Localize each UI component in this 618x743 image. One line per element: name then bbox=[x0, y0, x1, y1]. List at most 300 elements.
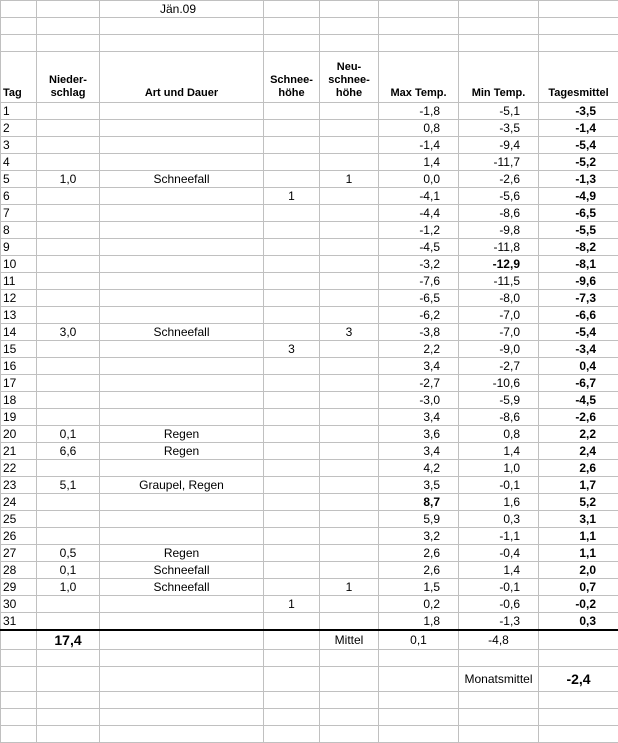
cell-empty bbox=[539, 709, 618, 726]
cell-niederschlag bbox=[37, 341, 100, 358]
cell-max: 3,4 bbox=[379, 443, 459, 460]
cell-empty bbox=[264, 726, 320, 743]
cell-neuschnee bbox=[320, 137, 379, 154]
cell-empty bbox=[379, 726, 459, 743]
cell-tag: 21 bbox=[1, 443, 37, 460]
cell-tag: 3 bbox=[1, 137, 37, 154]
table-row bbox=[1, 120, 618, 137]
mittel-label: Mittel bbox=[320, 630, 379, 650]
table-row bbox=[1, 545, 618, 562]
table-row bbox=[1, 392, 618, 409]
empty-row bbox=[1, 709, 618, 726]
cell-tag: 11 bbox=[1, 273, 37, 290]
cell-tag: 6 bbox=[1, 188, 37, 205]
cell-schneehoehe bbox=[264, 222, 320, 239]
cell-mittel: -0,2 bbox=[539, 596, 618, 613]
cell-min: -9,4 bbox=[459, 137, 539, 154]
cell-neuschnee bbox=[320, 375, 379, 392]
table-row bbox=[1, 613, 618, 631]
cell-max: -6,2 bbox=[379, 307, 459, 324]
table-row bbox=[1, 562, 618, 579]
cell-max: -4,4 bbox=[379, 205, 459, 222]
empty-row bbox=[1, 35, 618, 52]
cell-empty bbox=[539, 630, 618, 650]
cell-empty bbox=[100, 709, 264, 726]
cell-niederschlag bbox=[37, 596, 100, 613]
cell-neuschnee bbox=[320, 613, 379, 631]
cell-art: Schneefall bbox=[100, 562, 264, 579]
cell-max: 3,6 bbox=[379, 426, 459, 443]
cell-empty bbox=[264, 692, 320, 709]
cell-min: -10,6 bbox=[459, 375, 539, 392]
cell-max: 8,7 bbox=[379, 494, 459, 511]
cell-mittel: 0,7 bbox=[539, 579, 618, 596]
cell-art: Regen bbox=[100, 545, 264, 562]
cell-mittel: -9,6 bbox=[539, 273, 618, 290]
cell-empty bbox=[1, 692, 37, 709]
cell-neuschnee bbox=[320, 528, 379, 545]
cell-empty bbox=[320, 709, 379, 726]
table-row bbox=[1, 137, 618, 154]
cell-neuschnee bbox=[320, 120, 379, 137]
cell-max: 4,2 bbox=[379, 460, 459, 477]
cell-min: -1,1 bbox=[459, 528, 539, 545]
cell-empty bbox=[264, 630, 320, 650]
cell-art bbox=[100, 392, 264, 409]
month-row bbox=[1, 1, 618, 18]
cell-empty bbox=[1, 667, 37, 692]
cell-empty bbox=[320, 692, 379, 709]
cell-tag: 5 bbox=[1, 171, 37, 188]
cell-min: -8,6 bbox=[459, 409, 539, 426]
cell-niederschlag bbox=[37, 120, 100, 137]
cell-schneehoehe bbox=[264, 579, 320, 596]
cell-tag: 13 bbox=[1, 307, 37, 324]
cell-tag: 16 bbox=[1, 358, 37, 375]
cell-neuschnee bbox=[320, 222, 379, 239]
cell-tag: 17 bbox=[1, 375, 37, 392]
cell-art bbox=[100, 222, 264, 239]
cell-max: 3,4 bbox=[379, 409, 459, 426]
cell-empty bbox=[459, 726, 539, 743]
header-max: Max Temp. bbox=[379, 52, 459, 103]
cell-max: -1,4 bbox=[379, 137, 459, 154]
cell-mittel: 1,7 bbox=[539, 477, 618, 494]
cell-neuschnee: 1 bbox=[320, 579, 379, 596]
cell-min: -0,6 bbox=[459, 596, 539, 613]
table-row bbox=[1, 579, 618, 596]
cell-mittel: -6,6 bbox=[539, 307, 618, 324]
cell-max: 0,0 bbox=[379, 171, 459, 188]
cell-max: -1,8 bbox=[379, 103, 459, 120]
cell-art: Graupel, Regen bbox=[100, 477, 264, 494]
cell-tag: 14 bbox=[1, 324, 37, 341]
table-row bbox=[1, 375, 618, 392]
table-row bbox=[1, 511, 618, 528]
cell-mittel: -1,4 bbox=[539, 120, 618, 137]
cell-min: -9,8 bbox=[459, 222, 539, 239]
header-row bbox=[1, 52, 618, 103]
table-row bbox=[1, 239, 618, 256]
cell-max: -4,1 bbox=[379, 188, 459, 205]
cell-min: 0,8 bbox=[459, 426, 539, 443]
table-row bbox=[1, 477, 618, 494]
cell-empty bbox=[37, 726, 100, 743]
cell-empty bbox=[459, 709, 539, 726]
cell-mittel: -8,1 bbox=[539, 256, 618, 273]
cell-neuschnee bbox=[320, 341, 379, 358]
cell-empty bbox=[320, 667, 379, 692]
table-row bbox=[1, 103, 618, 120]
month-label: Jän.09 bbox=[100, 1, 264, 18]
cell-mittel: 1,1 bbox=[539, 528, 618, 545]
cell-niederschlag: 1,0 bbox=[37, 579, 100, 596]
cell-schneehoehe bbox=[264, 562, 320, 579]
cell-art: Schneefall bbox=[100, 324, 264, 341]
cell-max: 0,8 bbox=[379, 120, 459, 137]
cell-min: -7,0 bbox=[459, 307, 539, 324]
cell-tag: 7 bbox=[1, 205, 37, 222]
cell-max: -7,6 bbox=[379, 273, 459, 290]
table-row bbox=[1, 273, 618, 290]
cell-mittel: -5,4 bbox=[539, 324, 618, 341]
cell-min: -5,9 bbox=[459, 392, 539, 409]
cell-empty bbox=[264, 709, 320, 726]
cell-empty bbox=[100, 667, 264, 692]
cell-tag: 25 bbox=[1, 511, 37, 528]
cell-mittel: -8,2 bbox=[539, 239, 618, 256]
cell-empty bbox=[1, 630, 37, 650]
cell-neuschnee bbox=[320, 392, 379, 409]
cell-niederschlag bbox=[37, 273, 100, 290]
cell-max: 0,2 bbox=[379, 596, 459, 613]
cell-empty bbox=[379, 650, 459, 667]
cell-neuschnee bbox=[320, 290, 379, 307]
cell-min: -3,5 bbox=[459, 120, 539, 137]
table-row bbox=[1, 426, 618, 443]
cell-tag: 22 bbox=[1, 460, 37, 477]
cell-mittel: -5,4 bbox=[539, 137, 618, 154]
cell-art bbox=[100, 307, 264, 324]
cell-tag: 2 bbox=[1, 120, 37, 137]
table-row bbox=[1, 596, 618, 613]
cell-schneehoehe bbox=[264, 239, 320, 256]
cell-tag: 27 bbox=[1, 545, 37, 562]
cell-mittel: 2,0 bbox=[539, 562, 618, 579]
cell-schneehoehe bbox=[264, 375, 320, 392]
cell-schneehoehe bbox=[264, 545, 320, 562]
cell-empty bbox=[539, 692, 618, 709]
cell-max: 1,8 bbox=[379, 613, 459, 631]
header-tag: Tag bbox=[1, 52, 37, 103]
cell-niederschlag: 1,0 bbox=[37, 171, 100, 188]
cell-art bbox=[100, 511, 264, 528]
cell-mittel: 0,4 bbox=[539, 358, 618, 375]
table-row bbox=[1, 205, 618, 222]
cell-neuschnee: 1 bbox=[320, 171, 379, 188]
cell-mittel: -5,2 bbox=[539, 154, 618, 171]
cell-max: -3,2 bbox=[379, 256, 459, 273]
cell-schneehoehe bbox=[264, 103, 320, 120]
cell-neuschnee bbox=[320, 256, 379, 273]
cell-empty bbox=[264, 650, 320, 667]
cell-art bbox=[100, 460, 264, 477]
cell-max: 2,6 bbox=[379, 545, 459, 562]
cell-niederschlag bbox=[37, 375, 100, 392]
cell-niederschlag bbox=[37, 511, 100, 528]
table-row bbox=[1, 188, 618, 205]
cell-min: -11,7 bbox=[459, 154, 539, 171]
cell-art bbox=[100, 341, 264, 358]
cell-schneehoehe: 1 bbox=[264, 596, 320, 613]
cell-art bbox=[100, 494, 264, 511]
cell-min: -0,1 bbox=[459, 477, 539, 494]
cell-niederschlag bbox=[37, 188, 100, 205]
cell-mittel: 1,1 bbox=[539, 545, 618, 562]
cell-mittel: 2,4 bbox=[539, 443, 618, 460]
cell-max: 2,2 bbox=[379, 341, 459, 358]
cell-niederschlag: 0,1 bbox=[37, 562, 100, 579]
cell-empty bbox=[539, 726, 618, 743]
cell-art bbox=[100, 120, 264, 137]
cell-tag: 26 bbox=[1, 528, 37, 545]
cell-niederschlag: 0,1 bbox=[37, 426, 100, 443]
cell-max: -1,2 bbox=[379, 222, 459, 239]
cell-empty bbox=[459, 692, 539, 709]
cell-min: -9,0 bbox=[459, 341, 539, 358]
cell-schneehoehe bbox=[264, 154, 320, 171]
cell-mittel: 2,6 bbox=[539, 460, 618, 477]
cell-tag: 10 bbox=[1, 256, 37, 273]
table-row bbox=[1, 222, 618, 239]
cell-min: 1,4 bbox=[459, 443, 539, 460]
cell-empty bbox=[100, 650, 264, 667]
cell-max: -2,7 bbox=[379, 375, 459, 392]
cell-tag: 4 bbox=[1, 154, 37, 171]
cell-neuschnee bbox=[320, 307, 379, 324]
cell-max: -3,8 bbox=[379, 324, 459, 341]
table-row bbox=[1, 460, 618, 477]
cell-max: -3,0 bbox=[379, 392, 459, 409]
cell-tag: 8 bbox=[1, 222, 37, 239]
cell-art: Schneefall bbox=[100, 579, 264, 596]
cell-tag: 1 bbox=[1, 103, 37, 120]
cell-min: -5,1 bbox=[459, 103, 539, 120]
cell-neuschnee bbox=[320, 205, 379, 222]
cell-empty bbox=[100, 692, 264, 709]
cell-tag: 15 bbox=[1, 341, 37, 358]
cell-neuschnee bbox=[320, 596, 379, 613]
cell-max: 5,9 bbox=[379, 511, 459, 528]
cell-empty bbox=[379, 709, 459, 726]
total-niederschlag: 17,4 bbox=[37, 630, 100, 650]
header-neuschnee: Neu- schnee- höhe bbox=[320, 52, 379, 103]
table-row bbox=[1, 256, 618, 273]
cell-min: 0,3 bbox=[459, 511, 539, 528]
cell-niederschlag bbox=[37, 494, 100, 511]
cell-empty bbox=[379, 667, 459, 692]
cell-schneehoehe bbox=[264, 613, 320, 631]
cell-neuschnee bbox=[320, 460, 379, 477]
cell-mittel: 0,3 bbox=[539, 613, 618, 631]
cell-art bbox=[100, 290, 264, 307]
cell-niederschlag bbox=[37, 409, 100, 426]
cell-schneehoehe: 3 bbox=[264, 341, 320, 358]
cell-niederschlag bbox=[37, 256, 100, 273]
empty-row bbox=[1, 18, 618, 35]
cell-max: 2,6 bbox=[379, 562, 459, 579]
cell-empty bbox=[320, 650, 379, 667]
cell-max: 3,4 bbox=[379, 358, 459, 375]
cell-neuschnee bbox=[320, 494, 379, 511]
cell-art bbox=[100, 273, 264, 290]
cell-neuschnee bbox=[320, 409, 379, 426]
cell-neuschnee bbox=[320, 477, 379, 494]
cell-art bbox=[100, 205, 264, 222]
table-row bbox=[1, 528, 618, 545]
cell-empty bbox=[379, 692, 459, 709]
cell-niederschlag bbox=[37, 205, 100, 222]
cell-niederschlag bbox=[37, 307, 100, 324]
cell-schneehoehe bbox=[264, 205, 320, 222]
cell-empty bbox=[459, 650, 539, 667]
cell-min: -1,3 bbox=[459, 613, 539, 631]
cell-niederschlag bbox=[37, 392, 100, 409]
cell-art bbox=[100, 188, 264, 205]
table-row bbox=[1, 409, 618, 426]
cell-schneehoehe bbox=[264, 477, 320, 494]
cell-art bbox=[100, 137, 264, 154]
cell-niederschlag bbox=[37, 528, 100, 545]
cell-empty bbox=[539, 650, 618, 667]
cell-min: -5,6 bbox=[459, 188, 539, 205]
cell-art bbox=[100, 375, 264, 392]
cell-mittel: -7,3 bbox=[539, 290, 618, 307]
cell-min: -11,5 bbox=[459, 273, 539, 290]
cell-neuschnee bbox=[320, 154, 379, 171]
cell-empty bbox=[100, 726, 264, 743]
table-row bbox=[1, 341, 618, 358]
cell-neuschnee bbox=[320, 443, 379, 460]
empty-row bbox=[1, 650, 618, 667]
cell-empty bbox=[264, 667, 320, 692]
cell-schneehoehe bbox=[264, 290, 320, 307]
cell-schneehoehe bbox=[264, 324, 320, 341]
cell-neuschnee bbox=[320, 358, 379, 375]
cell-schneehoehe bbox=[264, 392, 320, 409]
cell-schneehoehe: 1 bbox=[264, 188, 320, 205]
cell-max: -4,5 bbox=[379, 239, 459, 256]
cell-niederschlag bbox=[37, 358, 100, 375]
cell-neuschnee: 3 bbox=[320, 324, 379, 341]
table-row bbox=[1, 324, 618, 341]
cell-tag: 12 bbox=[1, 290, 37, 307]
header-min: Min Temp. bbox=[459, 52, 539, 103]
cell-schneehoehe bbox=[264, 460, 320, 477]
cell-min: -2,6 bbox=[459, 171, 539, 188]
empty-row bbox=[1, 726, 618, 743]
cell-schneehoehe bbox=[264, 511, 320, 528]
totals-row bbox=[1, 630, 618, 650]
cell-neuschnee bbox=[320, 545, 379, 562]
cell-art bbox=[100, 239, 264, 256]
cell-schneehoehe bbox=[264, 120, 320, 137]
header-mittel: Tagesmittel bbox=[539, 52, 618, 103]
cell-art bbox=[100, 528, 264, 545]
cell-min: -7,0 bbox=[459, 324, 539, 341]
cell-niederschlag: 6,6 bbox=[37, 443, 100, 460]
cell-neuschnee bbox=[320, 188, 379, 205]
cell-empty bbox=[37, 667, 100, 692]
cell-min: -12,9 bbox=[459, 256, 539, 273]
cell-empty bbox=[100, 630, 264, 650]
cell-art: Regen bbox=[100, 426, 264, 443]
empty-row bbox=[1, 692, 618, 709]
cell-min: -8,6 bbox=[459, 205, 539, 222]
cell-neuschnee bbox=[320, 273, 379, 290]
cell-tag: 31 bbox=[1, 613, 37, 631]
table-row bbox=[1, 154, 618, 171]
cell-empty bbox=[1, 650, 37, 667]
cell-art bbox=[100, 256, 264, 273]
cell-mittel: 2,2 bbox=[539, 426, 618, 443]
cell-niederschlag bbox=[37, 222, 100, 239]
cell-max: -6,5 bbox=[379, 290, 459, 307]
cell-tag: 19 bbox=[1, 409, 37, 426]
header-schneehoehe: Schnee- höhe bbox=[264, 52, 320, 103]
cell-neuschnee bbox=[320, 426, 379, 443]
cell-min: -0,1 bbox=[459, 579, 539, 596]
cell-niederschlag: 3,0 bbox=[37, 324, 100, 341]
cell-min: 1,4 bbox=[459, 562, 539, 579]
cell-tag: 29 bbox=[1, 579, 37, 596]
cell-empty bbox=[1, 709, 37, 726]
cell-empty bbox=[37, 709, 100, 726]
cell-empty bbox=[37, 692, 100, 709]
cell-niederschlag bbox=[37, 613, 100, 631]
cell-art: Regen bbox=[100, 443, 264, 460]
cell-max: 1,4 bbox=[379, 154, 459, 171]
cell-min: 1,6 bbox=[459, 494, 539, 511]
cell-tag: 30 bbox=[1, 596, 37, 613]
cell-schneehoehe bbox=[264, 307, 320, 324]
cell-niederschlag: 5,1 bbox=[37, 477, 100, 494]
cell-schneehoehe bbox=[264, 426, 320, 443]
monatsmittel-row bbox=[1, 667, 618, 692]
cell-min: -2,7 bbox=[459, 358, 539, 375]
cell-niederschlag bbox=[37, 103, 100, 120]
cell-art bbox=[100, 358, 264, 375]
cell-schneehoehe bbox=[264, 358, 320, 375]
cell-art: Schneefall bbox=[100, 171, 264, 188]
cell-empty bbox=[320, 726, 379, 743]
cell-schneehoehe bbox=[264, 137, 320, 154]
cell-mittel: 3,1 bbox=[539, 511, 618, 528]
cell-mittel: -6,5 bbox=[539, 205, 618, 222]
table-row bbox=[1, 494, 618, 511]
cell-neuschnee bbox=[320, 103, 379, 120]
cell-mittel: -1,3 bbox=[539, 171, 618, 188]
cell-art bbox=[100, 154, 264, 171]
cell-tag: 18 bbox=[1, 392, 37, 409]
cell-min: -8,0 bbox=[459, 290, 539, 307]
header-niederschlag: Nieder- schlag bbox=[37, 52, 100, 103]
cell-neuschnee bbox=[320, 562, 379, 579]
cell-schneehoehe bbox=[264, 409, 320, 426]
cell-art bbox=[100, 596, 264, 613]
cell-art bbox=[100, 409, 264, 426]
cell-mittel: -2,6 bbox=[539, 409, 618, 426]
